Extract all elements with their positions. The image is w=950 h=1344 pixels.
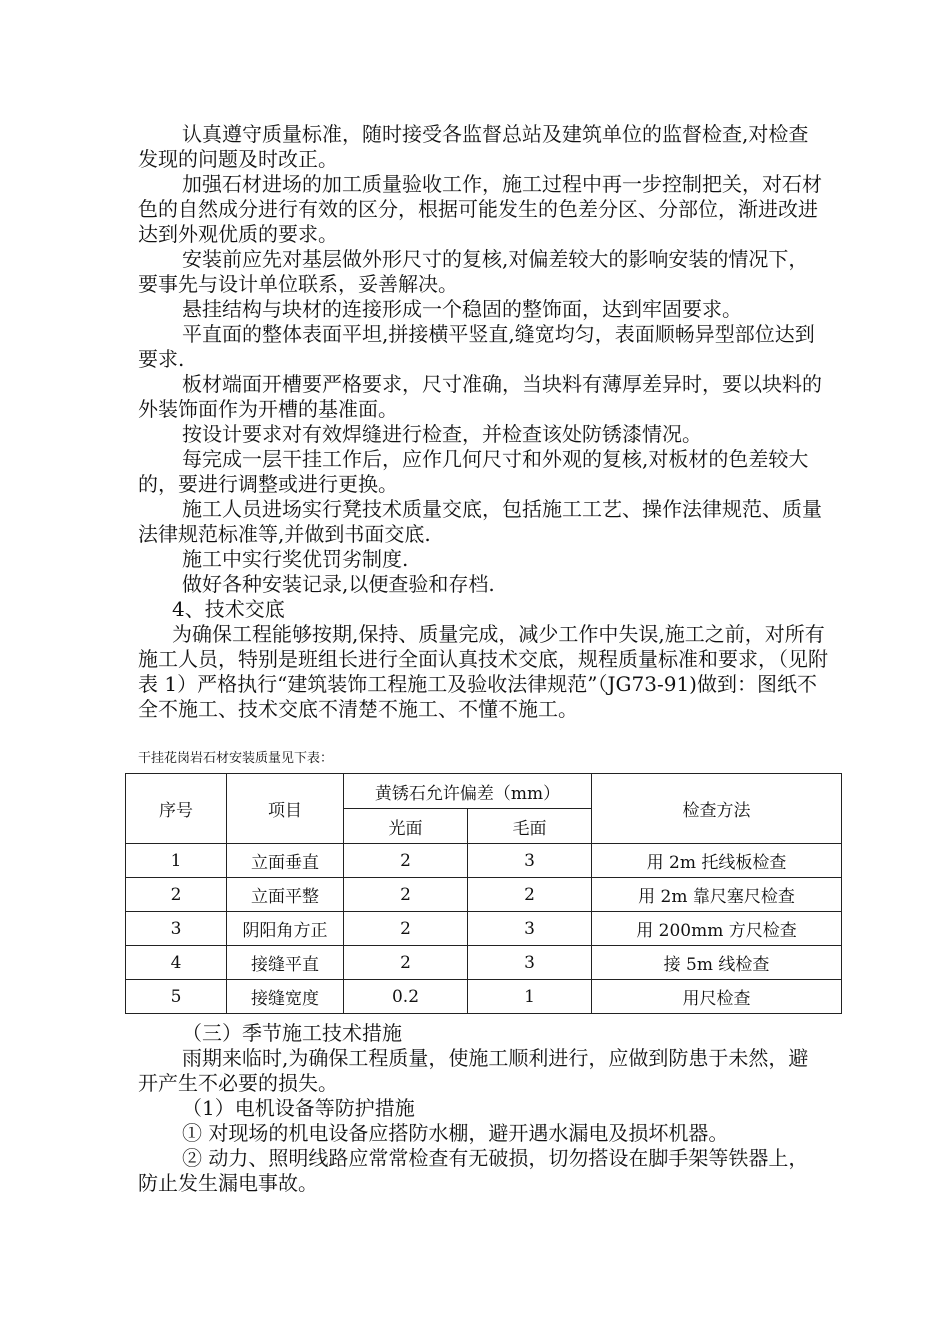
paragraph-reward-system: 施工中实行奖优罚劣制度. <box>182 547 409 571</box>
section-4-body: 为确保工程能够按期,保持、质量完成，减少工作中失误,施工之前，对所有施工人员，特别是班组长进行全面认真技术交底，规程质量标准和要求，（见附表 1）严格执行“建筑装饰工程施工及验收法律规范”（JG73-91)做到：图纸不全不施工、技术交底不清楚不施工、不懂不施工。 <box>138 622 828 721</box>
cell-polished: 2 <box>344 878 468 912</box>
cell-method: 用尺检查 <box>592 980 842 1014</box>
paragraph-weld-check: 按设计要求对有效焊缝进行检查，并检查该处防锈漆情况。 <box>182 422 702 446</box>
quality-table <box>125 773 842 1014</box>
cell-rough: 3 <box>468 912 592 946</box>
paragraph-layer-review: 每完成一层干挂工作后，应作几何尺寸和外观的复核,对板材的色差较大的，要进行调整或进行更换。 <box>138 447 809 496</box>
subsection-1-item-1: ① 对现场的机电设备应搭防水棚，避开遇水漏电及损坏机器。 <box>182 1121 729 1145</box>
cell-item: 立面平整 <box>227 878 344 912</box>
section-3-body: 雨期来临时,为确保工程质量，使施工顺利进行，应做到防患于未然，避开产生不必要的损失。 <box>138 1046 809 1095</box>
cell-rough: 3 <box>468 844 592 878</box>
cell-item: 立面垂直 <box>227 844 344 878</box>
cell-polished: 2 <box>344 946 468 980</box>
header-item: 项目 <box>227 774 344 844</box>
cell-no: 1 <box>126 844 227 878</box>
cell-item: 阴阳角方正 <box>227 912 344 946</box>
cell-no: 3 <box>126 912 227 946</box>
header-tolerance: 黄锈石允许偏差（mm） <box>344 774 592 809</box>
cell-rough: 1 <box>468 980 592 1014</box>
paragraph-briefing: 施工人员进场实行凳技术质量交底，包括施工工艺、操作法律规范、质量法律规范标准等,并做到书面交底. <box>138 497 822 546</box>
section-4-heading: 4、技术交底 <box>172 597 285 621</box>
header-polished: 光面 <box>344 809 468 844</box>
cell-polished: 2 <box>344 844 468 878</box>
table-caption: 干挂花岗岩石材安装质量见下表： <box>138 751 334 766</box>
paragraph-flat-surface: 平直面的整体表面平坦,拼接横平竖直,缝宽均匀，表面顺畅异型部位达到要求. <box>138 322 815 371</box>
cell-method: 接 5m 线检查 <box>592 946 842 980</box>
subsection-1-heading: （1）电机设备等防护措施 <box>182 1096 415 1120</box>
cell-item: 接缝宽度 <box>227 980 344 1014</box>
cell-polished: 0.2 <box>344 980 468 1014</box>
cell-item: 接缝平直 <box>227 946 344 980</box>
table-row <box>126 980 842 1014</box>
paragraph-stone-inspection: 加强石材进场的加工质量验收工作，施工过程中再一步控制把关，对石材色的自然成分进行有效的区分，根据可能发生的色差分区、分部位，渐进改进达到外观优质的要求。 <box>138 172 822 246</box>
table-row <box>126 844 842 878</box>
table-row <box>126 946 842 980</box>
section-3-heading: （三）季节施工技术措施 <box>182 1021 402 1045</box>
cell-no: 5 <box>126 980 227 1014</box>
paragraph-slotting: 板材端面开槽要严格要求，尺寸准确，当块料有薄厚差异时，要以块料的外装饰面作为开槽的基准面。 <box>138 372 822 421</box>
cell-rough: 2 <box>468 878 592 912</box>
cell-method: 用 200mm 方尺检查 <box>592 912 842 946</box>
cell-polished: 2 <box>344 912 468 946</box>
cell-method: 用 2m 靠尺塞尺检查 <box>592 878 842 912</box>
header-no: 序号 <box>126 774 227 844</box>
table-header-row <box>126 774 842 809</box>
header-rough: 毛面 <box>468 809 592 844</box>
cell-rough: 3 <box>468 946 592 980</box>
cell-no: 4 <box>126 946 227 980</box>
paragraph-records: 做好各种安装记录,以便查验和存档. <box>182 572 495 596</box>
header-method: 检查方法 <box>592 774 842 844</box>
paragraph-hanging-structure: 悬挂结构与块材的连接形成一个稳固的整饰面，达到牢固要求。 <box>182 297 742 321</box>
table-row <box>126 878 842 912</box>
paragraph-quality-standard: 认真遵守质量标准，随时接受各监督总站及建筑单位的监督检查,对检查发现的问题及时改正。 <box>138 122 809 171</box>
subsection-1-item-2: ② 动力、照明线路应常常检查有无破损，切勿搭设在脚手架等铁器上，防止发生漏电事故。 <box>138 1146 809 1195</box>
cell-method: 用 2m 托线板检查 <box>592 844 842 878</box>
paragraph-base-check: 安装前应先对基层做外形尺寸的复核,对偏差较大的影响安装的情况下，要事先与设计单位联系，妥善解决。 <box>138 247 809 296</box>
table-row <box>126 912 842 946</box>
cell-no: 2 <box>126 878 227 912</box>
